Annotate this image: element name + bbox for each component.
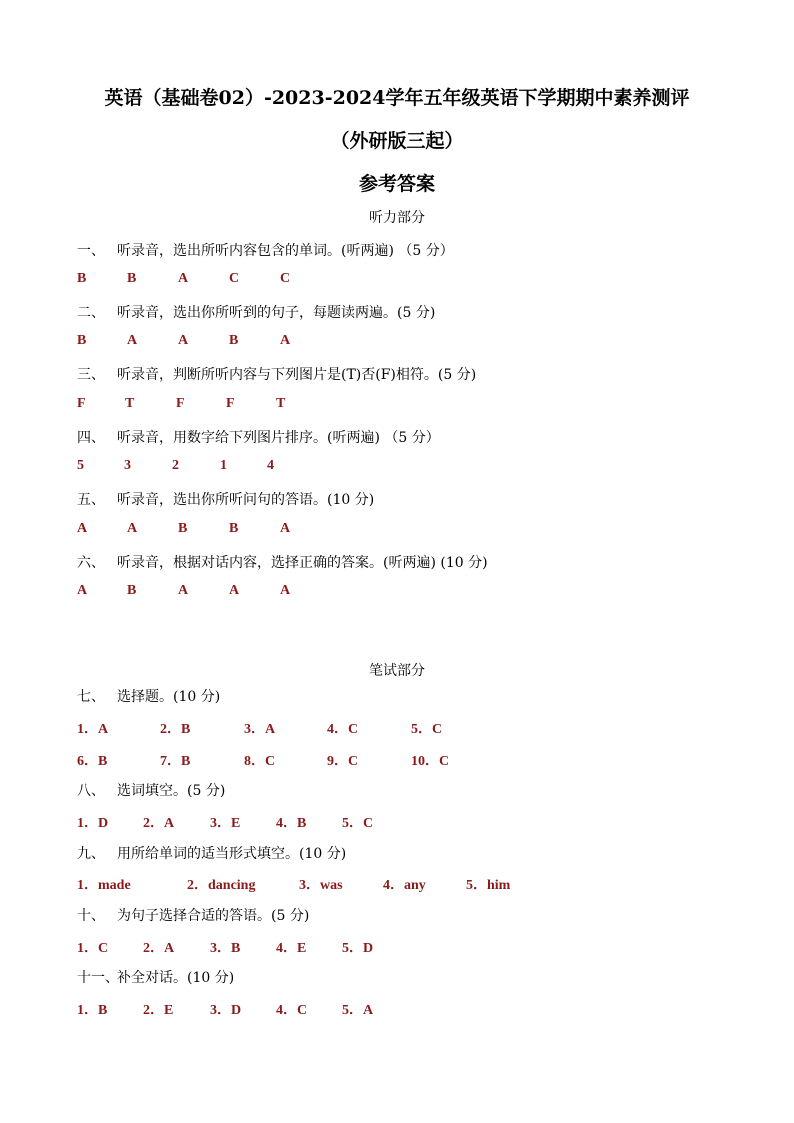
answer: A <box>229 583 240 598</box>
question-text: 选择题。(10 分) <box>117 689 221 705</box>
answer: 8．C <box>244 754 276 769</box>
answer: 4．any <box>383 878 426 893</box>
question-text: 听录音，判断所听内容与下列图片是(T)否(F)相符。(5 分) <box>117 367 477 383</box>
listening-heading: 听力部分 <box>369 210 425 226</box>
question-8 <box>77 780 225 800</box>
answer: A <box>280 333 291 348</box>
question-11 <box>77 967 234 987</box>
answer: 7．B <box>160 754 191 769</box>
question-text: 听录音，根据对话内容，选择正确的答案。(听两遍) (10 分) <box>117 555 488 571</box>
question-text: 听录音，用数字给下列图片排序。(听两遍) （5 分） <box>117 430 440 446</box>
answer: T <box>125 396 135 411</box>
answer: 5．C <box>411 722 443 737</box>
question-number: 四、 <box>77 430 105 446</box>
answer: B <box>127 271 137 286</box>
question-number: 九、 <box>77 846 105 862</box>
answer: F <box>176 396 185 411</box>
answer: 3．B <box>210 941 241 956</box>
question-number: 一、 <box>77 243 105 259</box>
question-text: 听录音，选出所听内容包含的单词。(听两遍) （5 分） <box>117 243 454 259</box>
answer: 3．E <box>210 816 241 831</box>
question-number: 十、 <box>77 908 105 924</box>
answer: 2．B <box>160 722 191 737</box>
answer: 5 <box>77 458 84 473</box>
question-text: 选词填空。(5 分) <box>117 783 226 799</box>
question-number: 十一、 <box>77 970 119 986</box>
answer: 2．dancing <box>187 878 256 893</box>
answer: B <box>127 583 137 598</box>
answer: C <box>229 271 240 286</box>
question-number: 三、 <box>77 367 105 383</box>
answer: A <box>280 583 291 598</box>
answer: 1．B <box>77 1003 108 1018</box>
answer: 3．A <box>244 722 276 737</box>
question-number: 五、 <box>77 492 105 508</box>
answer: A <box>280 521 291 536</box>
answer: 3 <box>124 458 131 473</box>
answer: 1．A <box>77 722 109 737</box>
answer: 3．D <box>210 1003 242 1018</box>
answer: B <box>229 521 239 536</box>
answer: 1 <box>220 458 227 473</box>
answer: 3．was <box>299 878 343 893</box>
answer: A <box>178 583 189 598</box>
question-6 <box>77 552 488 572</box>
question-2 <box>77 302 435 322</box>
answer: F <box>77 396 86 411</box>
answer: A <box>77 583 88 598</box>
answer: 10．C <box>411 754 450 769</box>
answer: B <box>178 521 188 536</box>
question-text: 用所给单词的适当形式填空。(10 分) <box>117 846 347 862</box>
question-10 <box>77 905 309 925</box>
question-3 <box>77 364 476 384</box>
answer: B <box>77 333 87 348</box>
question-9 <box>77 843 346 863</box>
answer: A <box>178 333 189 348</box>
edition-subtitle: （外研版三起） <box>330 130 464 152</box>
question-text: 为句子选择合适的答语。(5 分) <box>117 908 310 924</box>
answer: 2．E <box>143 1003 174 1018</box>
question-number: 八、 <box>77 783 105 799</box>
answer: A <box>77 521 88 536</box>
answer: B <box>77 271 87 286</box>
answer: 5．him <box>466 878 511 893</box>
answer: 1．C <box>77 941 109 956</box>
answer-key-heading: 参考答案 <box>358 173 435 195</box>
answer: A <box>127 521 138 536</box>
answer: 4．B <box>276 816 307 831</box>
answer: 5．D <box>342 941 374 956</box>
answer: 2．A <box>143 816 175 831</box>
answer: T <box>276 396 286 411</box>
answer: C <box>280 271 291 286</box>
written-heading: 笔试部分 <box>369 663 425 679</box>
answer: 2 <box>172 458 179 473</box>
answer: B <box>229 333 239 348</box>
question-5 <box>77 489 374 509</box>
answer: A <box>178 271 189 286</box>
question-7 <box>77 686 220 706</box>
page-title: 英语（基础卷02）-2023-2024学年五年级英语下学期期中素养测评 <box>104 87 690 109</box>
answer: 1．made <box>77 878 131 893</box>
question-number: 七、 <box>77 689 105 705</box>
question-text: 听录音，选出你所听问句的答语。(10 分) <box>117 492 375 508</box>
question-1 <box>77 240 454 260</box>
question-text: 听录音，选出你所听到的句子，每题读两遍。(5 分) <box>117 305 436 321</box>
answer: 1．D <box>77 816 109 831</box>
answer: 4 <box>267 458 274 473</box>
answer: A <box>127 333 138 348</box>
question-4 <box>77 427 440 447</box>
question-number: 六、 <box>77 555 105 571</box>
question-text: 补全对话。(10 分) <box>117 970 235 986</box>
question-number: 二、 <box>77 305 105 321</box>
answer: 4．C <box>327 722 359 737</box>
answer: 2．A <box>143 941 175 956</box>
answer: F <box>226 396 235 411</box>
answer: 4．C <box>276 1003 308 1018</box>
answer: 4．E <box>276 941 307 956</box>
answer: 9．C <box>327 754 359 769</box>
answer: 5．A <box>342 1003 374 1018</box>
answer: 5．C <box>342 816 374 831</box>
answer: 6．B <box>77 754 108 769</box>
